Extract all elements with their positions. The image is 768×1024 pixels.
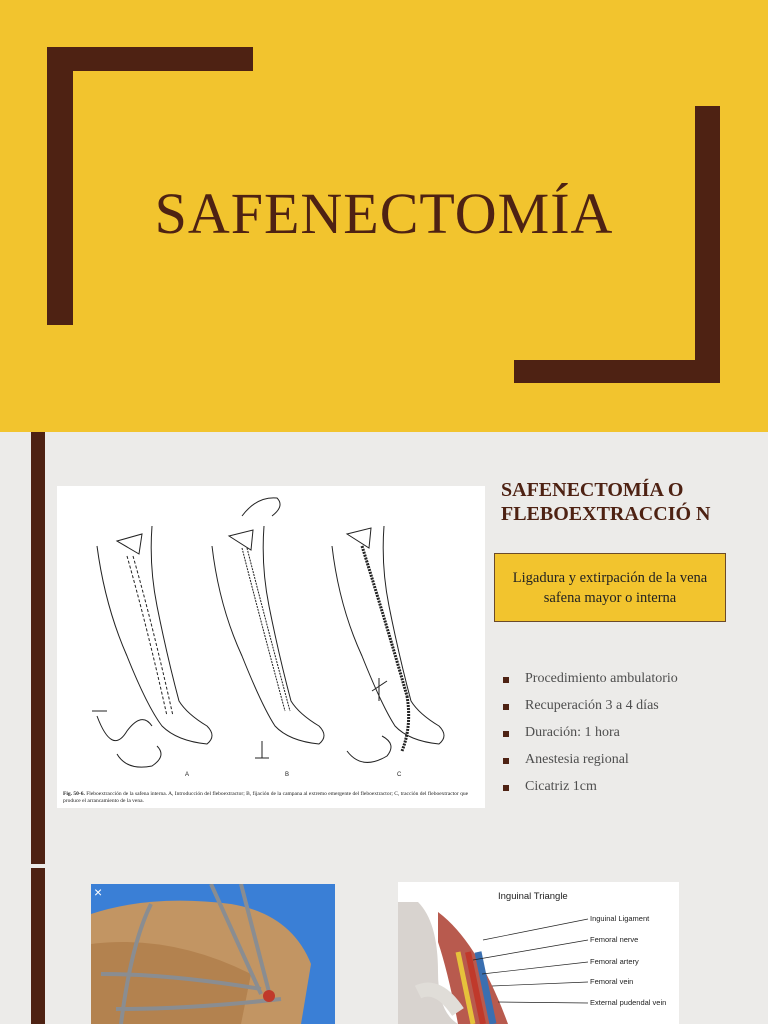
definition-text: Ligadura y extirpación de la vena safena mayor o interna — [512, 569, 708, 606]
bullet-square-icon — [503, 785, 509, 791]
title-slide — [0, 0, 768, 432]
figure-caption-text: Fleboextracción de la safena interna. A, Introducción del fleboextractor; B, fijación de la campana al extremo emergente del fleboextractor; C, tracción del fleboextractor que produce el arrancamiento de la vena. — [63, 791, 469, 804]
close-icon[interactable]: × — [94, 884, 103, 900]
bullet-text: Recuperación 3 a 4 días — [525, 698, 659, 713]
anatomy-label: Femoral nerve — [590, 935, 639, 944]
inguinal-anatomy-image — [398, 882, 679, 1024]
panel-label-a: A — [185, 772, 190, 778]
list-item — [503, 752, 678, 779]
anatomy-label: Inguinal Ligament — [590, 914, 650, 923]
figure-caption-number: Fig. 50-6. — [63, 791, 85, 797]
panel-label-c: C — [397, 772, 402, 778]
slide-title: SAFENECTOMÍA — [154, 181, 614, 246]
bullet-square-icon — [503, 704, 509, 710]
section-heading: SAFENECTOMÍA O FLEBOEXTRACCIÓ N — [501, 479, 711, 525]
left-accent-line-top — [31, 432, 45, 864]
frame-corner-top-left-horizontal — [47, 47, 253, 71]
bullet-square-icon — [503, 677, 509, 683]
anatomy-label: Femoral vein — [590, 977, 634, 986]
figure-caption — [63, 791, 479, 804]
anatomy-label: External pudendal vein — [590, 998, 667, 1007]
definition-box — [494, 553, 726, 622]
surgery-photo-drawing — [91, 884, 335, 1024]
bullet-square-icon — [503, 731, 509, 737]
bullet-list — [503, 671, 678, 806]
anatomy-title: Inguinal Triangle — [498, 891, 568, 902]
frame-corner-bottom-right-horizontal — [514, 360, 720, 383]
list-item — [503, 725, 678, 752]
saphenectomy-figure — [57, 486, 485, 808]
bullet-square-icon — [503, 758, 509, 764]
surgery-photo — [91, 884, 335, 1024]
left-accent-line-bottom — [31, 868, 45, 1024]
bullet-text: Duración: 1 hora — [525, 725, 620, 740]
anatomy-label: Femoral artery — [590, 957, 639, 966]
bullet-text: Anestesia regional — [525, 752, 629, 767]
leg-illustration — [57, 486, 485, 786]
list-item — [503, 779, 678, 806]
bullet-text: Cicatriz 1cm — [525, 779, 597, 794]
list-item — [503, 671, 678, 698]
panel-label-b: B — [285, 772, 290, 778]
list-item — [503, 698, 678, 725]
bullet-text: Procedimiento ambulatorio — [525, 671, 678, 686]
